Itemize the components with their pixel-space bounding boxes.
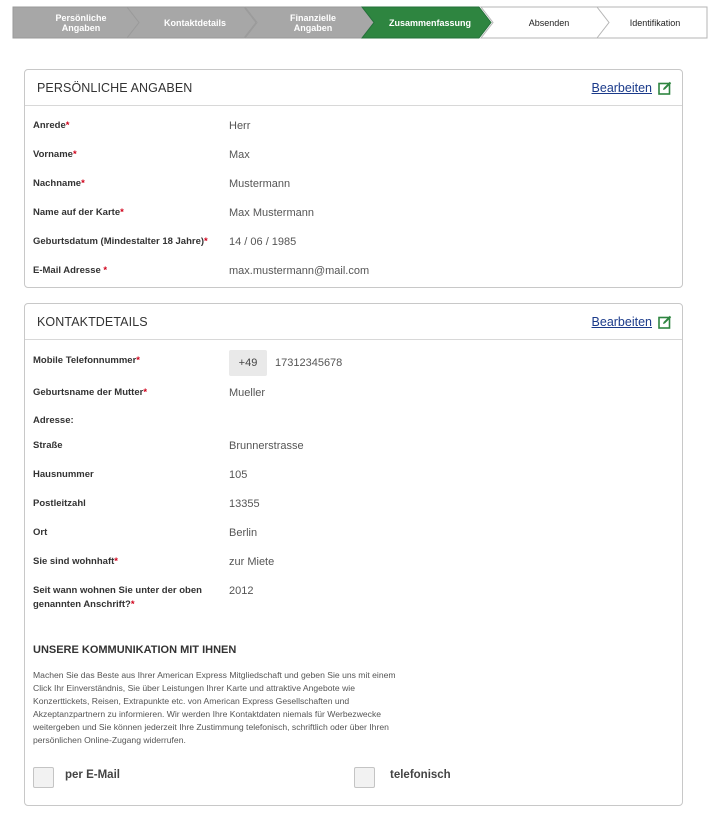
field-value: Brunnerstrasse xyxy=(229,440,304,452)
panel-header xyxy=(25,304,682,340)
field-label: Hausnummer xyxy=(33,469,94,480)
step-finanzielle-angaben[interactable] xyxy=(244,6,376,39)
field-value: Max Mustermann xyxy=(229,207,314,219)
step-identifikation[interactable] xyxy=(596,6,708,39)
email-consent-label[interactable]: per E-Mail xyxy=(65,769,120,781)
step-absenden[interactable] xyxy=(480,6,612,39)
field-label: Nachname* xyxy=(33,178,85,189)
edit-icon[interactable] xyxy=(658,315,672,329)
step-kontaktdetails[interactable] xyxy=(126,6,258,39)
field-value: Max xyxy=(229,149,250,161)
field-label: Vorname* xyxy=(33,149,77,160)
field-value: Mueller xyxy=(229,387,266,399)
field-value: 105 xyxy=(229,469,248,481)
edit-contact-button[interactable] xyxy=(592,315,672,329)
address-heading: Adresse: xyxy=(33,415,74,426)
field-label: Mobile Telefonnummer* xyxy=(33,355,140,366)
field-label: Straße xyxy=(33,440,63,451)
phone-consent-checkbox[interactable] xyxy=(354,767,375,788)
phone-prefix: +49 xyxy=(229,350,267,376)
field-value: Herr xyxy=(229,120,251,132)
field-label: Geburtsdatum (Mindestalter 18 Jahre)* xyxy=(33,236,208,247)
field-label: Name auf der Karte* xyxy=(33,207,124,218)
field-value: 13355 xyxy=(229,498,260,510)
field-value: 17312345678 xyxy=(275,357,343,369)
step-label: Persönliche Angaben xyxy=(55,12,107,33)
field-label: Sie sind wohnhaft* xyxy=(33,556,118,567)
step-persoenliche-angaben[interactable] xyxy=(12,6,144,39)
step-label: Kontaktdetails xyxy=(163,17,226,28)
field-label: Ort xyxy=(33,527,48,538)
step-zusammenfassung[interactable] xyxy=(361,6,493,39)
progress-stepper xyxy=(12,6,708,39)
field-value: 14 / 06 / 1985 xyxy=(229,236,297,248)
step-label: Finanzielle Angaben xyxy=(289,12,336,33)
edit-icon[interactable] xyxy=(658,81,672,95)
field-label: E-Mail Adresse * xyxy=(33,265,108,276)
field-label: Anrede* xyxy=(33,120,70,131)
email-consent-checkbox[interactable] xyxy=(33,767,54,788)
step-label: Absenden xyxy=(528,17,570,28)
field-label: Postleitzahl xyxy=(33,498,86,509)
field-label: Seit wann wohnen Sie unter der oben genannten Anschrift?* xyxy=(33,585,202,610)
edit-personal-button[interactable] xyxy=(592,81,672,95)
panel-title: KONTAKTDETAILS xyxy=(37,314,148,329)
panel-title: PERSÖNLICHE ANGABEN xyxy=(37,80,193,95)
contact-details-panel xyxy=(24,303,683,806)
step-label: Identifikation xyxy=(629,17,681,28)
field-value: zur Miete xyxy=(229,556,275,568)
phone-consent-label[interactable]: telefonisch xyxy=(390,769,451,781)
field-value: Mustermann xyxy=(229,178,291,190)
step-label: Zusammenfassung xyxy=(388,17,472,28)
field-value: max.mustermann@mail.com xyxy=(229,265,370,277)
edit-link[interactable]: Bearbeiten xyxy=(591,314,652,329)
field-value: Berlin xyxy=(229,527,258,539)
edit-link[interactable]: Bearbeiten xyxy=(591,80,652,95)
personal-details-panel xyxy=(24,69,683,288)
field-value: 2012 xyxy=(229,585,254,597)
communication-heading: UNSERE KOMMUNIKATION MIT IHNEN xyxy=(33,644,237,656)
field-label: Geburtsname der Mutter* xyxy=(33,387,148,398)
panel-header xyxy=(25,70,682,106)
communication-text: Machen Sie das Beste aus Ihrer American Express Mitgliedschaft und geben Sie uns mit einem Click Ihr Einverständnis, Sie über Leistungen Ihrer Karte und attraktive Angebote wie Konzerttickets, Reisen, Extrapunkte etc. von American Express Gesellschaften und Akzeptanzpartnern zu informieren. Wir werden Ihre Kontaktdaten niemals für Werbezwecke weitergeben und Sie können jederzeit Ihre Zustimmung telefonisch, schriftlich oder über Ihren persönlichen Online-Zugang widerrufen. xyxy=(33,670,396,745)
